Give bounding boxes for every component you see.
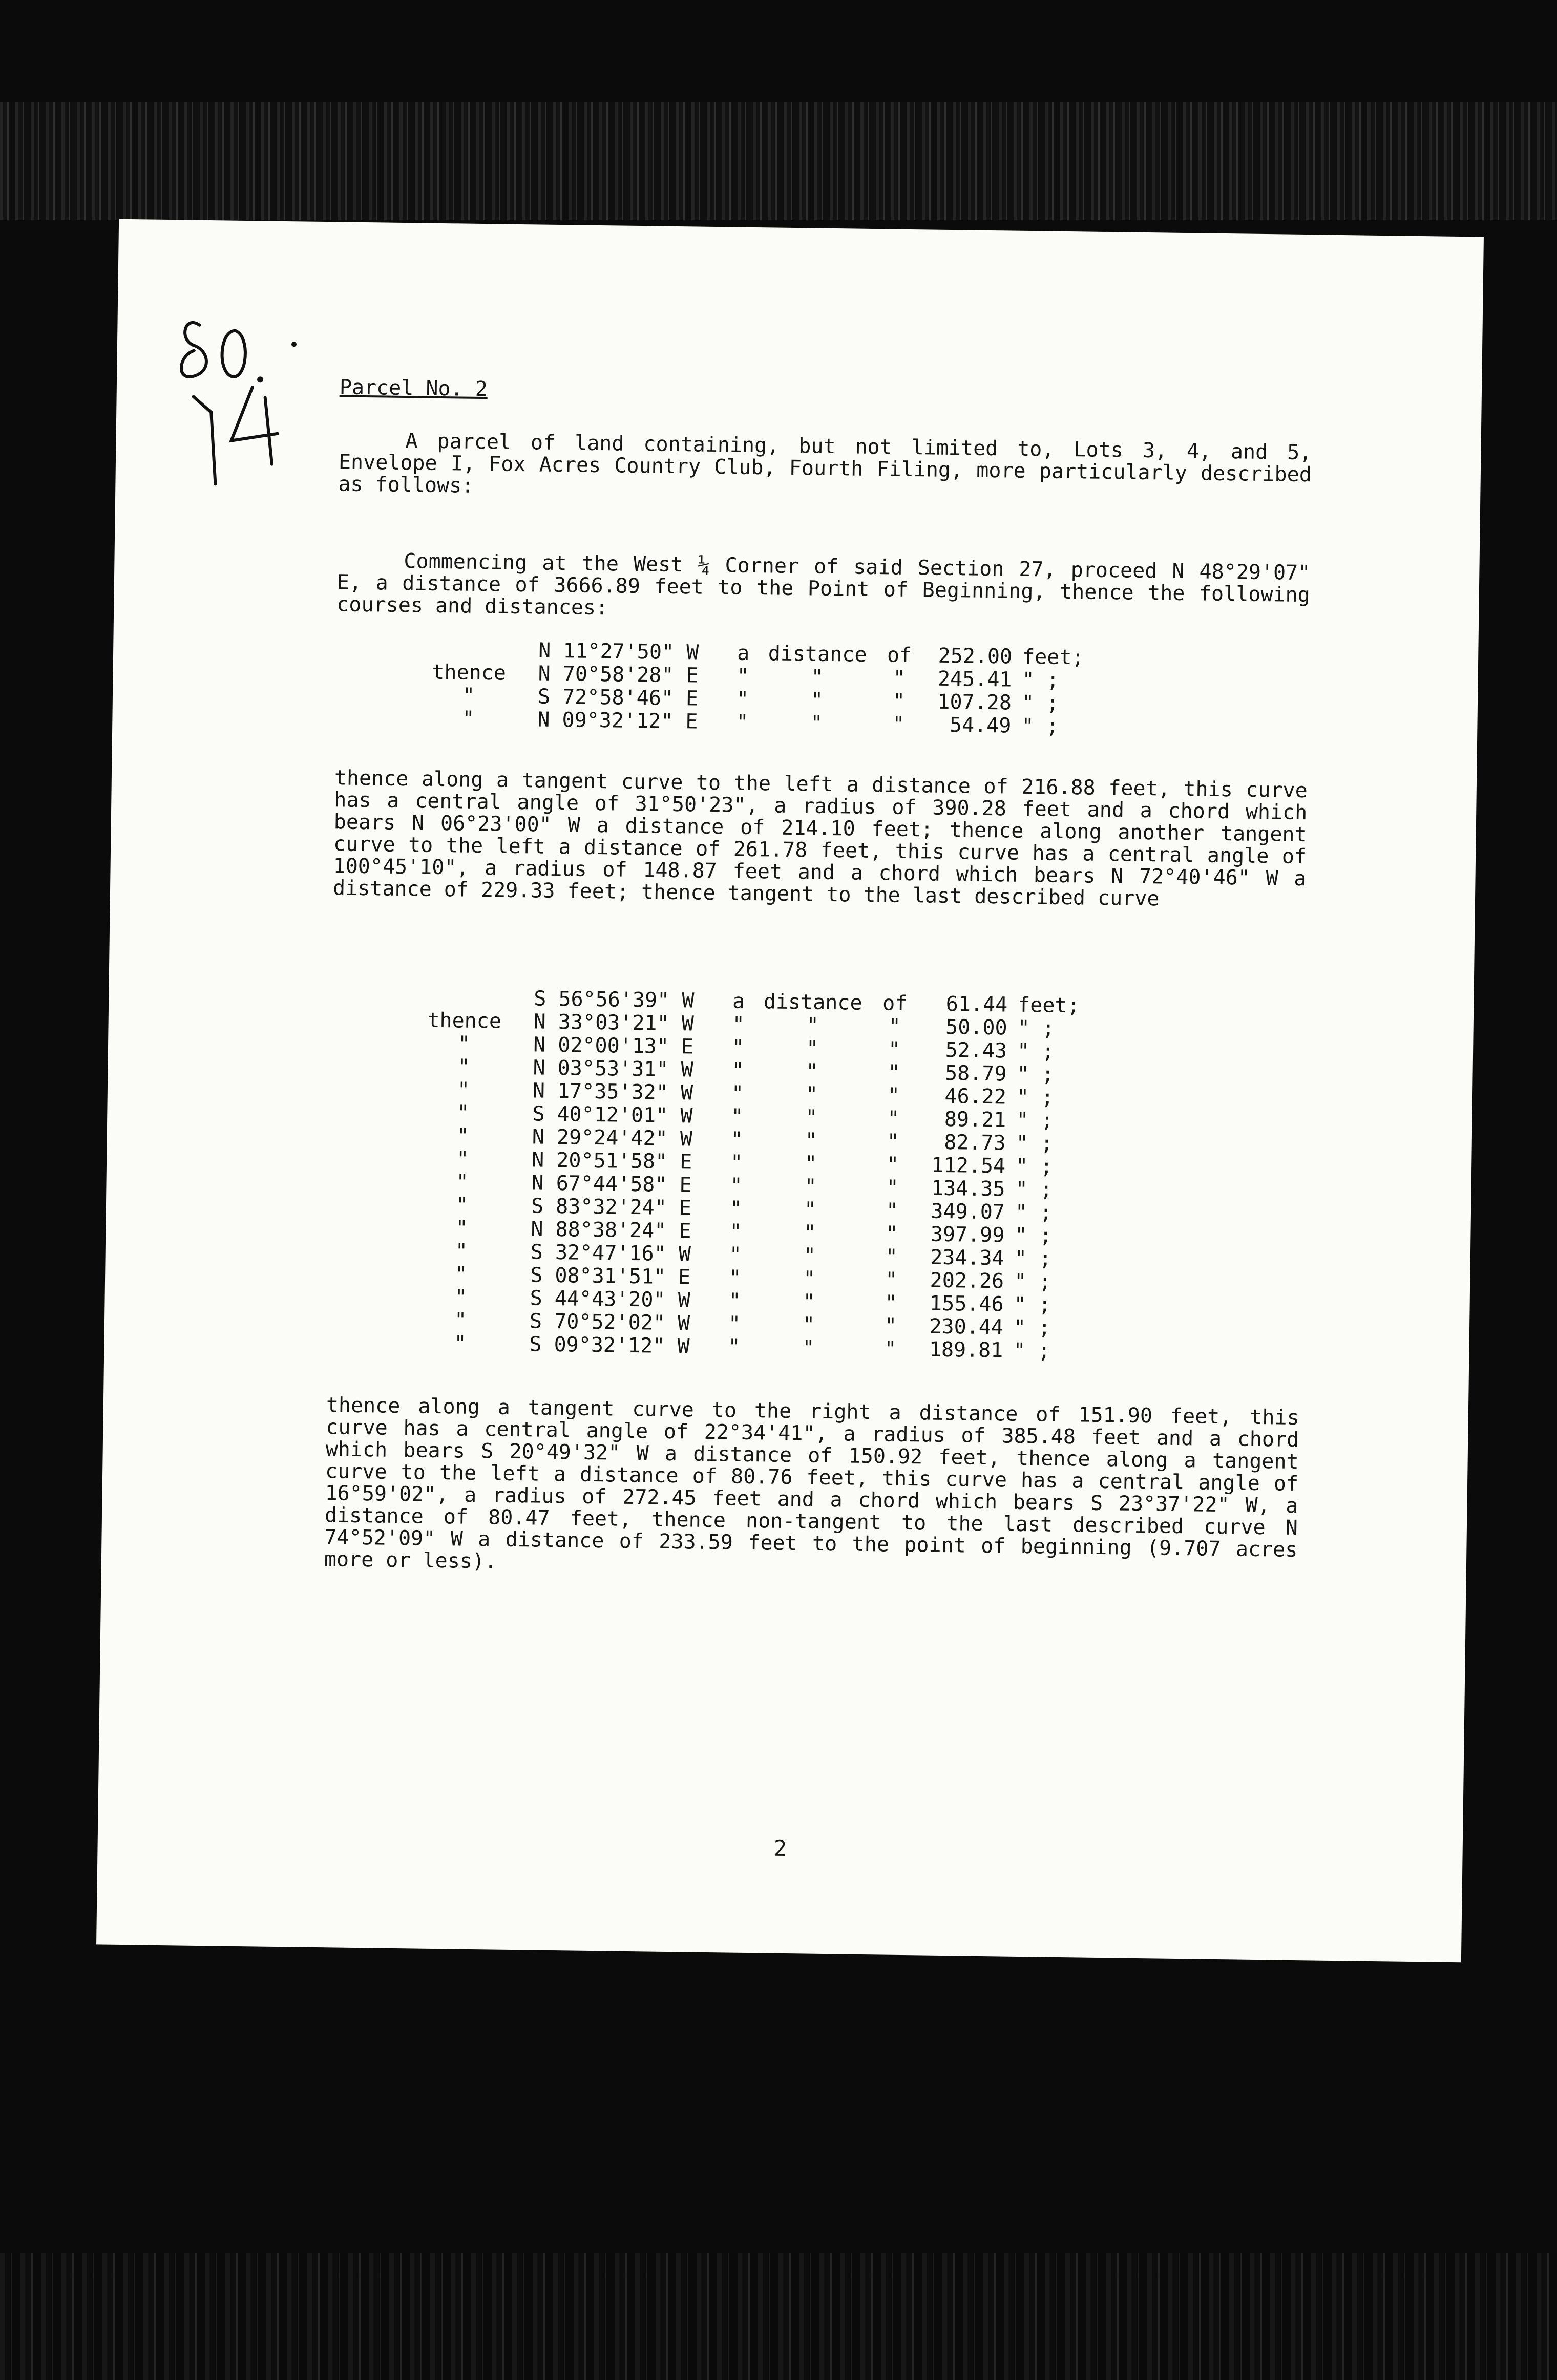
course-bearing: N 11°27'50" W (538, 639, 699, 665)
course-lead: " (455, 1216, 468, 1240)
course-unit: " ; (1013, 1315, 1051, 1340)
course-lead: " (456, 1170, 469, 1194)
course-of: " (888, 1037, 901, 1061)
course-of: " (884, 1314, 897, 1338)
courses-table-2 (391, 986, 1080, 1363)
course-distance-word: " (805, 1106, 818, 1130)
course-distance-word: " (806, 1059, 818, 1083)
course-unit: " ; (1017, 1062, 1055, 1087)
course-bearing: N 09°32'12" E (537, 708, 698, 734)
course-bearing: N 29°24'42" W (532, 1125, 693, 1151)
course-of: of (882, 991, 908, 1015)
course-bearing: S 08°31'51" E (530, 1263, 691, 1289)
course-distance-word: " (803, 1290, 815, 1314)
course-distance-value: 52.43 (945, 1038, 1007, 1063)
course-unit: " ; (1015, 1200, 1053, 1225)
course-of: " (885, 1245, 898, 1269)
course-of: " (888, 1060, 900, 1085)
course-bearing: S 72°58'46" E (537, 685, 699, 711)
course-distance-word: " (802, 1313, 815, 1337)
course-of: " (892, 689, 906, 713)
course-bearing: S 70°52'02" W (529, 1309, 690, 1335)
course-unit: feet; (1022, 645, 1084, 670)
course-distance-word: distance (763, 990, 862, 1015)
course-bearing: N 33°03'21" W (533, 1010, 695, 1036)
parcel-title: Parcel No. 2 (339, 375, 488, 401)
course-bearing: N 88°38'24" E (531, 1217, 691, 1243)
course-distance-value: 58.79 (944, 1061, 1007, 1086)
course-a: " (729, 1243, 742, 1267)
document-page (96, 219, 1484, 1963)
course-a: " (730, 1104, 744, 1129)
course-lead (395, 986, 534, 1011)
course-distance-word: " (806, 1013, 819, 1037)
course-a: " (731, 1035, 745, 1059)
course-bearing: S 32°47'16" W (530, 1240, 691, 1266)
course-distance-value: 61.44 (945, 992, 1008, 1017)
course-a: " (736, 710, 749, 734)
course-lead: " (454, 1262, 468, 1286)
course-distance-value: 202.26 (930, 1268, 1004, 1293)
course-lead: " (462, 684, 475, 708)
course-bearing: S 44°43'20" W (530, 1286, 691, 1312)
course-distance-value: 107.28 (937, 690, 1012, 715)
course-a: " (730, 1174, 743, 1198)
scan-noise-top (0, 102, 1557, 220)
course-of: " (886, 1199, 899, 1223)
course-of: " (886, 1176, 899, 1200)
course-a: " (728, 1335, 741, 1359)
course-distance-word: " (806, 1036, 819, 1060)
course-distance-value: 252.00 (938, 644, 1013, 669)
course-unit: " ; (1017, 1039, 1055, 1064)
course-of: " (885, 1268, 898, 1292)
description-paragraph-1: A parcel of land containing, but not limited to, Lots 3, 4, and 5, Envelope I, Fox Acres Country Club, Fourth Filing, more particularly described as follows: (338, 429, 1312, 498)
course-a: " (731, 1081, 744, 1106)
course-distance-word: " (803, 1244, 816, 1268)
handwritten-note-drawing (161, 294, 328, 511)
course-bearing: S 40°12'01" W (532, 1102, 693, 1128)
course-lead: " (457, 1032, 471, 1056)
course-lead: " (456, 1124, 470, 1148)
course-a: " (728, 1266, 742, 1290)
course-of: " (888, 1014, 901, 1038)
course-bearing: N 02°00'13" E (533, 1033, 694, 1059)
course-distance-value: 349.07 (931, 1199, 1005, 1224)
course-lead: " (455, 1239, 468, 1263)
course-distance-value: 230.44 (929, 1314, 1004, 1340)
course-a: " (728, 1289, 741, 1313)
course-lead: " (454, 1331, 467, 1355)
course-of: " (893, 666, 906, 690)
course-distance-word: " (805, 1129, 818, 1153)
course-a: a (732, 989, 745, 1013)
course-unit: " ; (1015, 1154, 1053, 1179)
course-of: " (886, 1222, 898, 1246)
course-a: a (737, 641, 750, 665)
courses-table-1 (399, 638, 1084, 738)
course-distance-word: " (805, 1082, 818, 1107)
course-a: " (732, 1012, 745, 1036)
course-of: " (892, 712, 905, 736)
course-distance-value: 54.49 (949, 713, 1012, 738)
course-bearing: N 67°44'58" E (531, 1171, 692, 1197)
course-distance-value: 245.41 (937, 667, 1012, 692)
course-distance-word: " (810, 688, 824, 712)
course-unit: feet; (1017, 993, 1080, 1018)
course-of: " (887, 1130, 900, 1154)
course-distance-value: 397.99 (930, 1222, 1005, 1247)
course-unit: " ; (1014, 1292, 1051, 1317)
course-lead: " (462, 707, 475, 731)
course-distance-word: " (803, 1267, 816, 1291)
course-bearing: S 83°32'24" E (531, 1194, 692, 1220)
course-a: " (729, 1220, 742, 1244)
course-lead: " (456, 1147, 469, 1171)
course-of: " (884, 1337, 897, 1361)
course-distance-word: " (804, 1198, 817, 1222)
course-distance-value: 234.34 (930, 1245, 1005, 1270)
course-lead: " (454, 1285, 468, 1309)
course-bearing: N 03°53'31" W (533, 1056, 693, 1082)
course-distance-value: 89.21 (944, 1107, 1006, 1132)
course-unit: " ; (1016, 1108, 1054, 1133)
course-distance-value: 82.73 (943, 1130, 1006, 1155)
course-unit: " ; (1014, 1246, 1052, 1271)
course-unit: " ; (1017, 1016, 1055, 1040)
course-bearing: N 70°58'28" E (538, 662, 699, 688)
course-bearing: S 56°56'39" W (534, 987, 695, 1013)
course-unit: " ; (1021, 714, 1059, 738)
course-distance-word: distance (768, 642, 867, 667)
course-a: " (737, 664, 749, 688)
course-distance-word: " (810, 711, 823, 735)
course-a: " (730, 1151, 743, 1175)
course-bearing: N 20°51'58" E (531, 1148, 692, 1174)
course-unit: " ; (1013, 1338, 1050, 1363)
description-paragraph-3: thence along a tangent curve to the left a distance of 216.88 feet, this curve has a central angle of 31°50'23", a radius of 390.28 feet and a chord which bears N 06°23'00" W a distance of 214.10 feet; thence along another tangent curve to the left a distance of 261.78 feet, this curve has a central angle of 100°45'10", a radius of 148.87 feet and a chord which bears N 72°40'46" W a distance of 229.33 feet; thence tangent to the last described curve (332, 766, 1308, 911)
course-lead: " (457, 1078, 470, 1102)
description-paragraph-2: Commencing at the West ¼ Corner of said Section 27, proceed N 48°29'07" E, a distance of 3666.89 feet to the Point of Beginning, thence the following courses and distances: (336, 549, 1311, 620)
course-bearing: S 09°32'12" W (529, 1332, 690, 1358)
course-of: " (886, 1153, 899, 1177)
course-distance-value: 50.00 (945, 1015, 1007, 1040)
course-of: " (885, 1291, 897, 1315)
course-unit: " ; (1015, 1223, 1052, 1248)
course-of: of (887, 643, 912, 668)
course-lead: " (457, 1101, 470, 1125)
course-distance-word: " (804, 1175, 817, 1199)
course-a: " (728, 1312, 741, 1336)
course-distance-value: 189.81 (929, 1337, 1003, 1363)
course-lead: " (455, 1193, 469, 1217)
course-distance-value: 46.22 (944, 1084, 1007, 1109)
course-distance-word: " (802, 1336, 815, 1360)
course-unit: " ; (1021, 691, 1059, 715)
course-distance-word: " (804, 1221, 816, 1245)
course-unit: " ; (1022, 668, 1060, 692)
course-unit: " ; (1015, 1177, 1053, 1202)
course-distance-value: 134.35 (931, 1176, 1005, 1201)
course-lead: " (454, 1308, 467, 1332)
course-of: " (887, 1107, 900, 1131)
course-lead (400, 638, 539, 663)
course-of: " (887, 1083, 900, 1108)
course-distance-word: " (811, 665, 824, 689)
course-bearing: N 17°35'32" W (532, 1079, 693, 1105)
course-unit: " ; (1014, 1269, 1051, 1294)
course-a: " (730, 1128, 744, 1152)
scan-noise-bottom (0, 2253, 1557, 2380)
course-distance-value: 112.54 (931, 1153, 1006, 1178)
course-lead: thence (432, 660, 507, 685)
course-a: " (736, 687, 749, 711)
course-distance-word: " (804, 1152, 817, 1176)
handwritten-note (161, 294, 328, 511)
course-a: " (729, 1197, 743, 1221)
course-lead: thence (427, 1008, 502, 1033)
course-distance-value: 155.46 (929, 1291, 1004, 1316)
page-number: 2 (773, 1835, 787, 1861)
course-a: " (731, 1058, 744, 1082)
course-unit: " ; (1016, 1085, 1054, 1110)
course-lead: " (457, 1055, 470, 1079)
description-paragraph-4: thence along a tangent curve to the right a distance of 151.90 feet, this curve has a central angle of 22°34'41", a radius of 385.48 feet and a chord which bears S 20°49'32" W a distance of 150.92 feet, thence along a tangent curve to the left a distance of 80.76 feet, this curve has a central angle of 16°59'02", a radius of 272.45 feet and a chord which bears S 23°37'22" W, a distance of 80.47 feet, thence non-tangent to the last described curve N 74°52'09" W a distance of 233.59 feet to the point of beginning (9.707 acres more or less). (324, 1393, 1300, 1574)
course-unit: " ; (1016, 1131, 1054, 1156)
